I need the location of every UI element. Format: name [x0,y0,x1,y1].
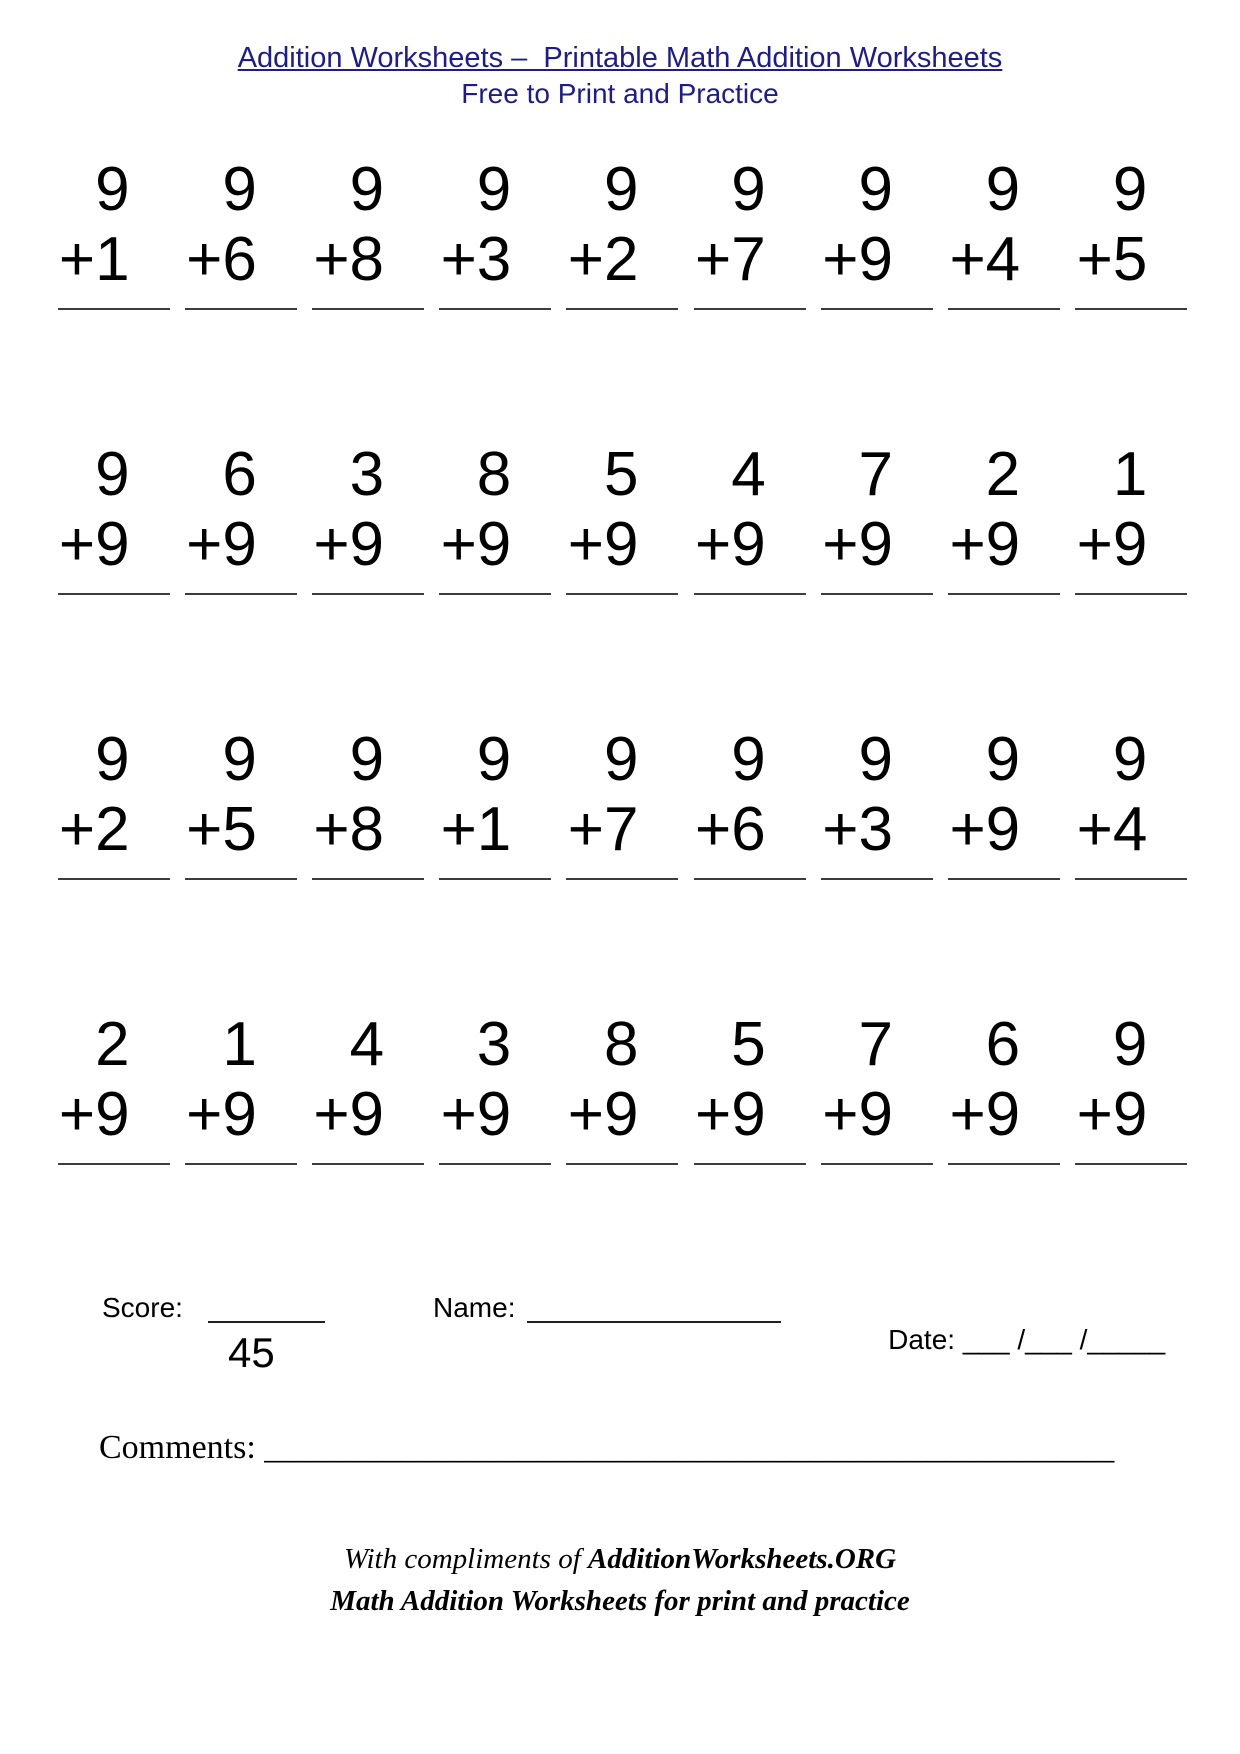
bottom-addend: +4 [1076,795,1148,864]
addend-pair [185,1010,257,1150]
addend-pair [821,1010,893,1150]
addend-pair [821,155,893,295]
answer-blank[interactable] [439,295,551,310]
top-addend: 5 [731,1010,766,1079]
problem-r3c5 [559,725,686,880]
bottom-addend: +1 [440,795,512,864]
problem-r2c8 [941,440,1068,595]
answer-blank[interactable] [312,1150,424,1165]
addend-pair [566,725,638,865]
bottom-addend: +3 [440,225,512,294]
problem-stack [439,1010,551,1165]
top-addend: 9 [604,725,639,794]
compliments-text: With compliments of [343,1543,589,1575]
problem-r1c1 [50,155,177,310]
top-addend: 9 [985,725,1021,794]
footer-compliments-line [0,1538,1240,1580]
site-name: AdditionWorksheets.ORG [588,1543,897,1575]
top-addend: 9 [95,155,130,224]
addend-pair [566,155,638,295]
bottom-addend: +9 [440,1080,512,1149]
answer-blank[interactable] [821,1150,933,1165]
addend-pair [185,440,257,580]
addend-pair [58,440,130,580]
answer-blank[interactable] [185,1150,297,1165]
answer-blank[interactable] [312,865,424,880]
problem-stack [58,1010,170,1165]
problem-r4c4 [432,1010,559,1165]
answer-blank[interactable] [58,865,170,880]
answer-blank[interactable] [1075,865,1187,880]
problem-stack [312,725,424,880]
problem-r4c3 [304,1010,431,1165]
top-addend: 7 [858,440,893,509]
date-label: Date: [888,1324,956,1355]
problem-r2c7 [813,440,940,595]
bottom-addend: +7 [567,795,639,864]
name-label: Name: [433,1292,516,1323]
comments-blank[interactable]: __________________________________________________ [264,1429,1115,1466]
top-addend: 1 [222,1010,257,1079]
answer-blank[interactable] [694,865,806,880]
problem-r3c1 [50,725,177,880]
answer-blank[interactable] [948,295,1060,310]
problem-stack [948,440,1060,595]
answer-blank[interactable] [694,295,806,310]
problem-stack [694,155,806,310]
top-addend: 8 [476,440,512,509]
problem-r4c5 [559,1010,686,1165]
top-addend: 9 [731,725,766,794]
problem-stack [185,440,297,595]
bottom-addend: +9 [313,510,385,579]
score-label: Score: [102,1292,183,1323]
top-addend: 9 [1112,725,1148,794]
bottom-addend: +2 [58,795,130,864]
addend-pair [694,725,766,865]
problem-stack [439,155,551,310]
footer-tagline: Math Addition Worksheets for print and practice [330,1585,910,1617]
problem-stack [566,725,678,880]
bottom-addend: +1 [58,225,130,294]
problem-stack [694,440,806,595]
top-addend: 6 [222,440,257,509]
addend-pair [439,1010,511,1150]
problem-r4c2 [177,1010,304,1165]
addend-pair [948,440,1020,580]
addend-pair [185,725,257,865]
problem-r4c8 [941,1010,1068,1165]
problem-stack [948,155,1060,310]
problem-r1c3 [304,155,431,310]
bottom-addend: +5 [1076,225,1148,294]
problem-r4c9 [1068,1010,1195,1165]
bottom-addend: +9 [186,1080,257,1149]
problem-r2c3 [304,440,431,595]
bottom-addend: +9 [695,510,766,579]
bottom-addend: +9 [1076,1080,1148,1149]
problem-stack [58,725,170,880]
top-addend: 6 [985,1010,1021,1079]
bottom-addend: +9 [1076,510,1148,579]
score-value: 45 [228,1329,275,1376]
problem-r3c7 [813,725,940,880]
addend-pair [948,1010,1020,1150]
top-addend: 7 [858,1010,893,1079]
bottom-addend: +9 [567,510,639,579]
problem-stack [948,1010,1060,1165]
addend-pair [566,440,638,580]
addend-pair [312,440,384,580]
top-addend: 8 [604,1010,639,1079]
problem-stack [1075,440,1187,595]
top-addend: 3 [349,440,385,509]
problems-grid [50,155,1195,1295]
problem-r2c5 [559,440,686,595]
problem-stack [821,155,933,310]
problem-stack [1075,1010,1187,1165]
bottom-addend: +9 [949,795,1021,864]
answer-blank[interactable] [1075,580,1187,595]
top-addend: 9 [858,725,893,794]
problem-r1c5 [559,155,686,310]
problem-stack [821,725,933,880]
problem-stack [58,440,170,595]
answer-blank[interactable] [821,865,933,880]
answer-blank[interactable] [694,580,806,595]
answer-blank[interactable] [312,295,424,310]
bottom-addend: +9 [949,510,1021,579]
bottom-addend: +9 [58,1080,130,1149]
top-addend: 2 [95,1010,130,1079]
problem-r2c1 [50,440,177,595]
addend-pair [821,725,893,865]
problem-stack [948,725,1060,880]
answer-blank[interactable] [566,865,678,880]
answer-blank[interactable] [948,865,1060,880]
addend-pair [948,725,1020,865]
problem-stack [821,440,933,595]
top-addend: 2 [985,440,1021,509]
answer-blank[interactable] [1075,1150,1187,1165]
problem-row-1 [50,155,1195,310]
problem-r1c6 [686,155,813,310]
top-addend: 4 [731,440,766,509]
bottom-addend: +9 [313,1080,385,1149]
bottom-addend: +2 [567,225,639,294]
bottom-addend: +8 [313,795,385,864]
answer-blank[interactable] [566,295,678,310]
addend-pair [58,1010,130,1150]
bottom-addend: +6 [186,225,257,294]
addend-pair [821,440,893,580]
answer-blank[interactable] [821,580,933,595]
problem-stack [694,725,806,880]
comments-label: Comments: [99,1429,256,1466]
top-addend: 9 [1112,1010,1148,1079]
addend-pair [58,155,130,295]
addend-pair [1075,440,1147,580]
problem-r3c2 [177,725,304,880]
top-addend: 9 [476,725,512,794]
answer-blank[interactable] [948,1150,1060,1165]
top-addend: 9 [985,155,1021,224]
addend-pair [312,155,384,295]
answer-blank[interactable] [185,580,297,595]
top-addend: 9 [731,155,766,224]
problem-r4c7 [813,1010,940,1165]
date-blanks[interactable]: ___ /___ /_____ [962,1324,1166,1355]
answer-blank[interactable] [948,580,1060,595]
problem-stack [1075,725,1187,880]
addend-pair [312,1010,384,1150]
problem-row-2 [50,440,1195,595]
worksheet-header [0,42,1240,110]
top-addend: 5 [604,440,639,509]
problem-stack [58,155,170,310]
bottom-addend: +9 [822,1080,893,1149]
problem-stack [439,725,551,880]
bottom-addend: +9 [186,510,257,579]
problem-stack [821,1010,933,1165]
addend-pair [694,1010,766,1150]
problem-stack [566,1010,678,1165]
name-blank[interactable] [527,1321,781,1323]
answer-blank[interactable] [58,295,170,310]
problem-stack [312,155,424,310]
addend-pair [439,440,511,580]
addend-pair [58,725,130,865]
top-addend: 1 [1112,440,1148,509]
addend-pair [694,440,766,580]
bottom-addend: +5 [186,795,257,864]
date-field [857,1292,1165,1388]
problem-r2c6 [686,440,813,595]
top-addend: 9 [858,155,893,224]
answer-blank[interactable] [566,580,678,595]
problem-r3c3 [304,725,431,880]
problem-r4c6 [686,1010,813,1165]
addend-pair [439,155,511,295]
comments-field [99,1428,1114,1468]
answer-blank[interactable] [58,580,170,595]
problem-r2c9 [1068,440,1195,595]
problem-row-3 [50,725,1195,880]
problem-r1c9 [1068,155,1195,310]
problem-r2c4 [432,440,559,595]
bottom-addend: +4 [949,225,1021,294]
worksheet-title-link[interactable]: Addition Worksheets – Printable Math Addition Worksheets [237,42,1003,74]
problem-row-4 [50,1010,1195,1165]
bottom-addend: +3 [822,795,893,864]
addend-pair [694,155,766,295]
problem-stack [312,1010,424,1165]
bottom-addend: +8 [313,225,385,294]
problem-stack [566,155,678,310]
bottom-addend: +7 [695,225,766,294]
answer-blank[interactable] [185,865,297,880]
addend-pair [1075,1010,1147,1150]
problem-stack [694,1010,806,1165]
problem-stack [185,1010,297,1165]
answer-blank[interactable] [821,295,933,310]
addend-pair [1075,725,1147,865]
bottom-addend: +9 [822,225,893,294]
top-addend: 9 [349,725,385,794]
top-addend: 9 [1112,155,1148,224]
answer-blank[interactable] [694,1150,806,1165]
bottom-addend: +9 [822,510,893,579]
top-addend: 9 [349,155,385,224]
bottom-addend: +6 [695,795,766,864]
score-blank[interactable] [208,1321,325,1323]
problem-stack [185,155,297,310]
addend-pair [566,1010,638,1150]
bottom-addend: +9 [695,1080,766,1149]
problem-r1c4 [432,155,559,310]
problem-r3c9 [1068,725,1195,880]
addend-pair [948,155,1020,295]
problem-stack [439,440,551,595]
answer-blank[interactable] [566,1150,678,1165]
top-addend: 9 [604,155,639,224]
problem-r1c8 [941,155,1068,310]
problem-r3c6 [686,725,813,880]
top-addend: 9 [222,155,257,224]
problem-r3c4 [432,725,559,880]
top-addend: 9 [476,155,512,224]
answer-blank[interactable] [439,1150,551,1165]
bottom-addend: +9 [949,1080,1021,1149]
date-label-gap [955,1324,963,1355]
bottom-addend: +9 [567,1080,639,1149]
addend-pair [439,725,511,865]
problem-r1c2 [177,155,304,310]
addend-pair [1075,155,1147,295]
problem-stack [566,440,678,595]
answer-blank[interactable] [58,1150,170,1165]
bottom-addend: +9 [58,510,130,579]
answer-blank[interactable] [439,580,551,595]
addend-pair [185,155,257,295]
bottom-addend: +9 [440,510,512,579]
problem-r2c2 [177,440,304,595]
problem-r3c8 [941,725,1068,880]
answer-blank[interactable] [439,865,551,880]
problem-stack [312,440,424,595]
problem-r1c7 [813,155,940,310]
top-addend: 9 [95,725,130,794]
top-addend: 9 [222,725,257,794]
worksheet-footer [0,1538,1240,1622]
problem-r4c1 [50,1010,177,1165]
problem-stack [1075,155,1187,310]
top-addend: 3 [476,1010,512,1079]
answer-blank[interactable] [1075,295,1187,310]
problem-stack [185,725,297,880]
answer-blank[interactable] [312,580,424,595]
addend-pair [312,725,384,865]
worksheet-subtitle: Free to Print and Practice [461,78,779,109]
top-addend: 4 [349,1010,385,1079]
top-addend: 9 [95,440,130,509]
answer-blank[interactable] [185,295,297,310]
